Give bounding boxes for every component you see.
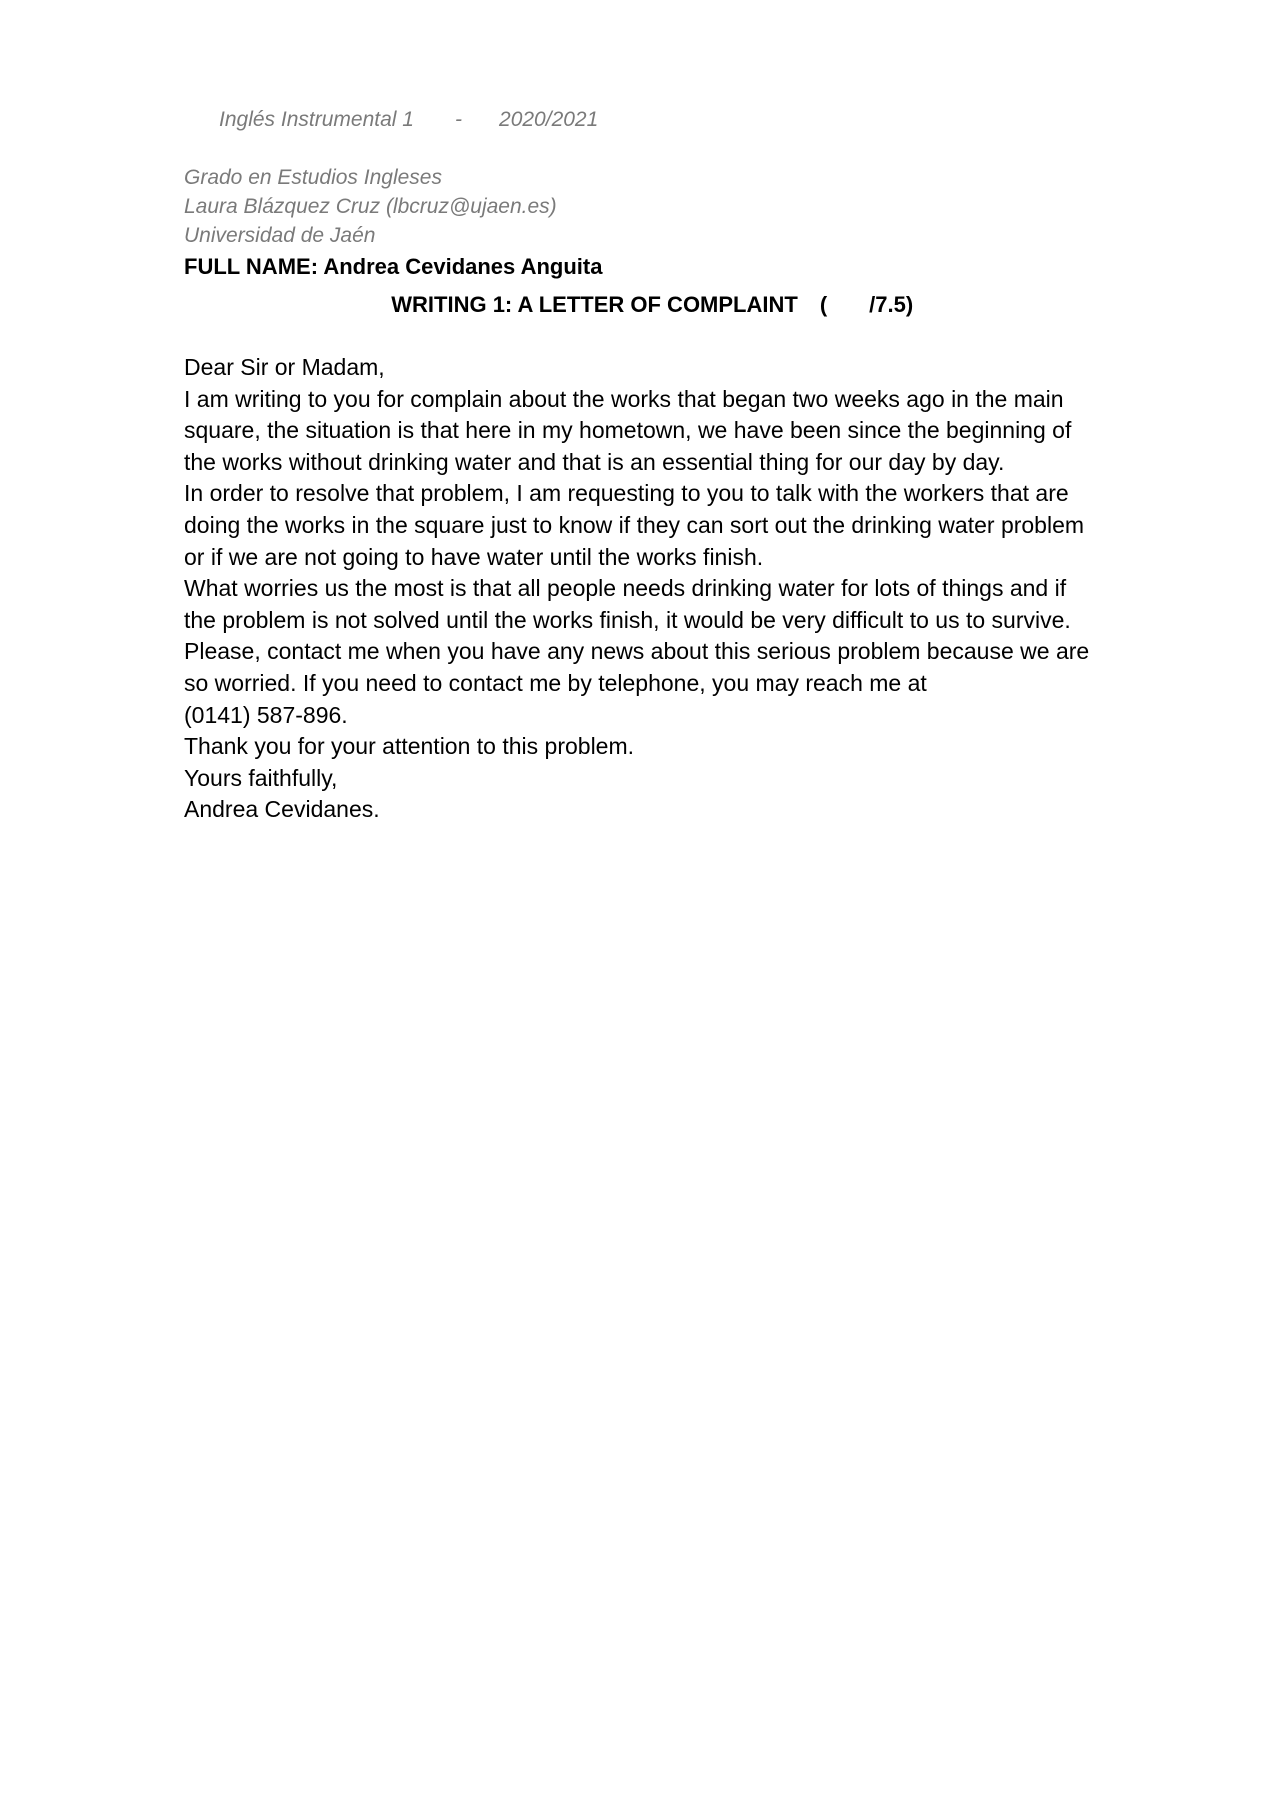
student-full-name: FULL NAME: Andrea Cevidanes Anguita	[184, 254, 603, 279]
letter-paragraph: I am writing to you for complain about the works that began two weeks ago in the main square, the situation is that here in my hometown, we have been since the beginning of the works without drinking water and that is an essential thing for our day by day.	[184, 385, 1072, 475]
document-header	[184, 76, 1084, 282]
letter-paragraph: In order to resolve that problem, I am requesting to you to talk with the workers that are doing the works in the square just to know if they can sort out the drinking water problem or if we are not going to have water until the works finish.	[184, 480, 1085, 570]
teacher-contact: Laura Blázquez Cruz (lbcruz@ujaen.es)	[184, 195, 557, 218]
university-name: Universidad de Jaén	[184, 224, 376, 247]
letter-paragraph: Please, contact me when you have any news about this serious problem because we are so worried. If you need to contact me by telephone, you may reach me at	[184, 638, 1090, 696]
score-total: /7.5)	[869, 292, 914, 317]
letter-paragraph: What worries us the most is that all people needs drinking water for lots of things and if the problem is not solved until the works finish, it would be very difficult to us to survive.	[184, 575, 1071, 633]
letter-body	[184, 352, 1104, 826]
letter-closing: Yours faithfully,	[184, 764, 338, 791]
course-line	[184, 76, 1084, 163]
degree-name: Grado en Estudios Ingleses	[184, 166, 442, 189]
letter-paragraph: Thank you for your attention to this problem.	[184, 733, 635, 760]
assignment-title	[0, 258, 1280, 351]
phone-number: (0141) 587-896.	[184, 701, 348, 728]
course-name: Inglés Instrumental 1	[219, 108, 414, 131]
letter-salutation: Dear Sir or Madam,	[184, 354, 385, 380]
course-separator: -	[455, 108, 463, 131]
letter-signature: Andrea Cevidanes.	[184, 796, 380, 823]
assignment-title-text: WRITING 1: A LETTER OF COMPLAINT	[391, 292, 798, 317]
academic-year: 2020/2021	[499, 108, 599, 131]
score-open-paren: (	[819, 292, 828, 317]
